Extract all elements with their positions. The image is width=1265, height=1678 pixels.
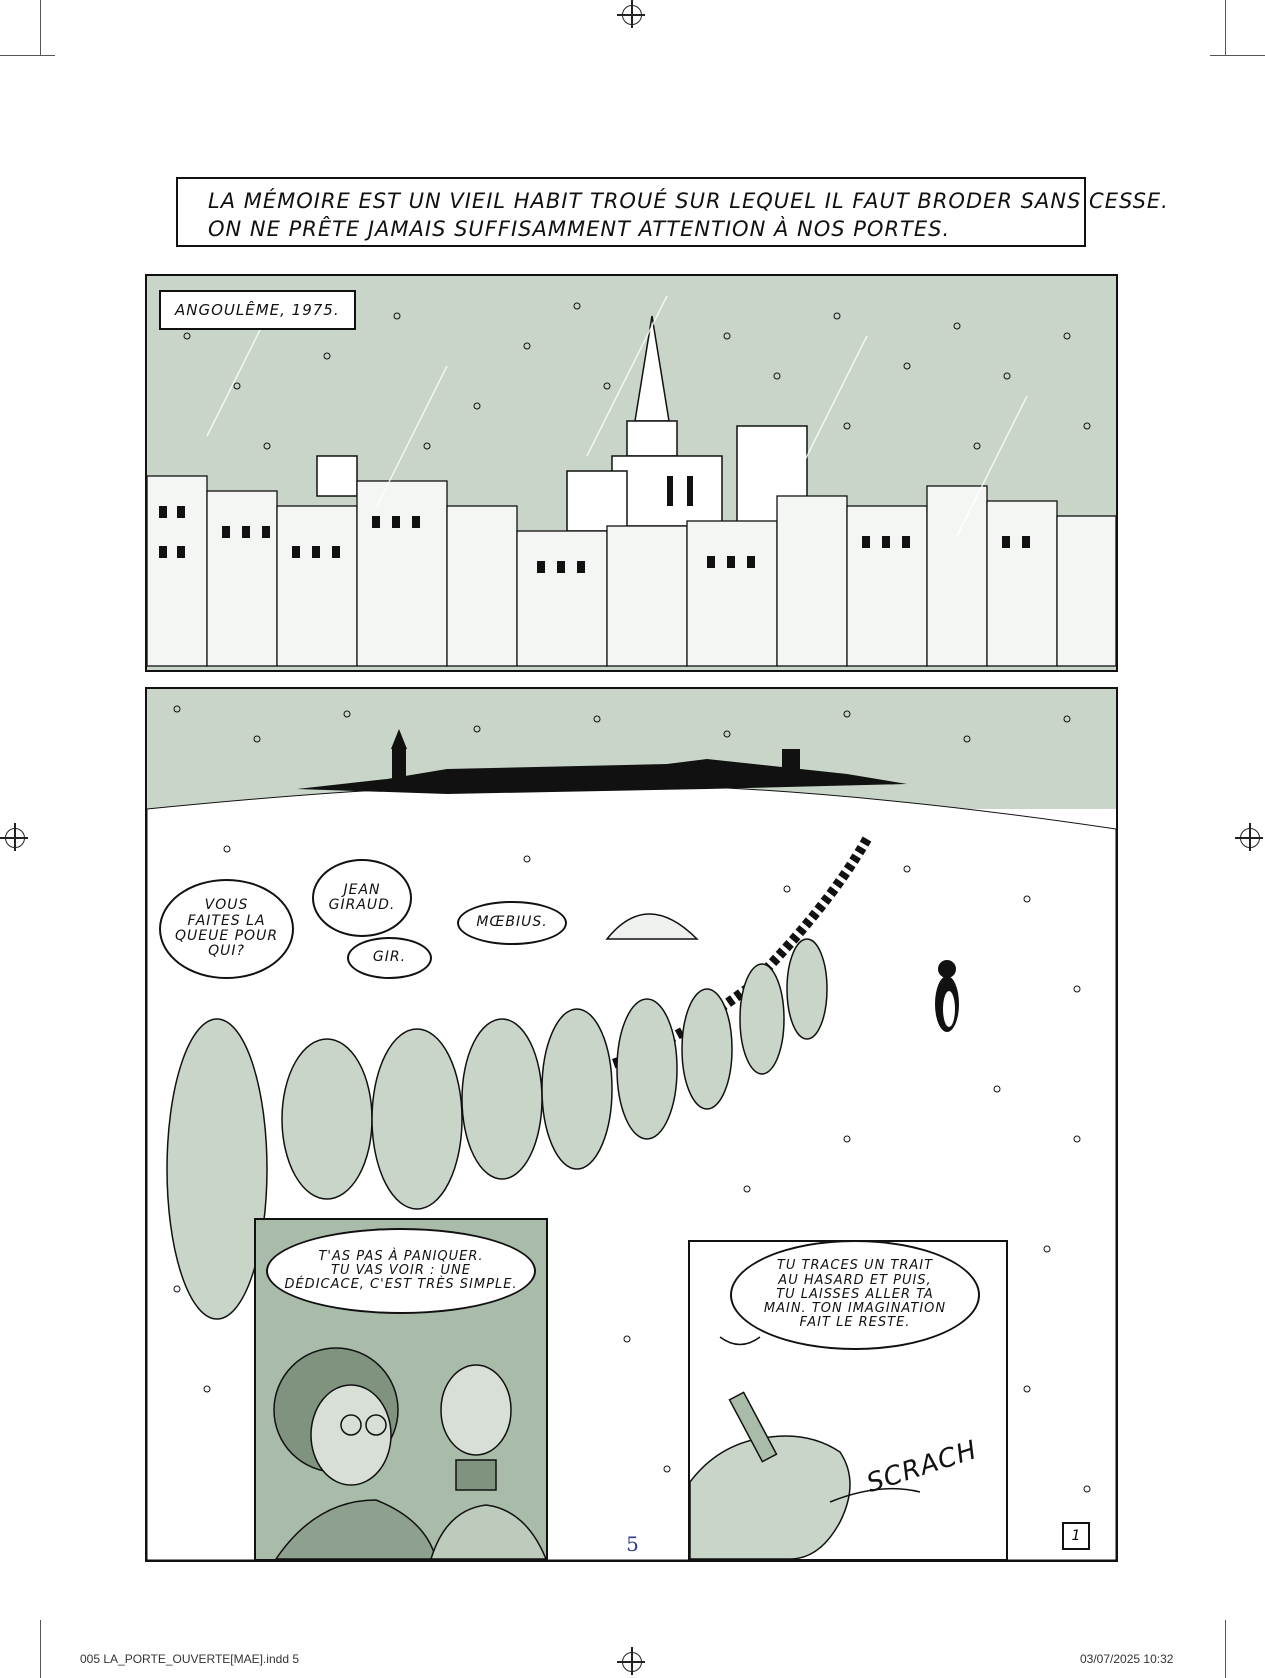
registration-mark-right-icon [1240, 828, 1260, 848]
registration-mark-bottom-icon [622, 1652, 642, 1672]
caption-line-2: ON NE PRÊTE JAMAIS SUFFISAMMENT ATTENTION À NOS PORTES. [208, 217, 951, 241]
crop-mark-bottom-left [40, 1620, 41, 1678]
footer-filename: 005 LA_PORTE_OUVERTE[MAE].indd 5 [80, 1652, 299, 1666]
crop-mark-top-left [40, 0, 41, 55]
speech-bubble-moebius: MŒBIUS. [457, 901, 567, 945]
crop-mark-bottom-right [1225, 1620, 1226, 1678]
speech-bubble-draw-line: TU TRACES UN TRAIT AU HASARD ET PUIS, TU LAISSES ALLER TA MAIN. TON IMAGINATION FAIT LE RESTE. [730, 1240, 980, 1350]
location-caption: ANGOULÊME, 1975. [159, 290, 356, 330]
page-marker-box: 1 [1062, 1522, 1090, 1550]
speech-bubble-jean-giraud: JEAN GIRAUD. [312, 859, 412, 937]
inset-panel-drawing-hand [688, 1240, 1008, 1561]
registration-mark-left-icon [5, 828, 25, 848]
speech-bubble-question: VOUS FAITES LA QUEUE POUR QUI? [159, 879, 294, 979]
panel-city-skyline [145, 274, 1118, 672]
crop-mark-top-right-h [1210, 55, 1265, 56]
caption-line-1: LA MÉMOIRE EST UN VIEIL HABIT TROUÉ SUR LEQUEL IL FAUT BRODER SANS CESSE. [208, 189, 1169, 213]
crop-mark-top-left-h [0, 55, 55, 56]
inset-panel-dedication-portrait [254, 1218, 548, 1561]
narration-caption [176, 177, 1169, 247]
speech-bubble-gir: GIR. [347, 937, 432, 979]
page-number: 5 [626, 1532, 639, 1556]
city-skyline-illustration [147, 276, 1116, 670]
registration-mark-top-icon [622, 5, 642, 25]
speech-bubble-dont-panic: T'AS PAS À PANIQUER. TU VAS VOIR : UNE DÉDICACE, C'EST TRÈS SIMPLE. [266, 1228, 536, 1314]
penguin-icon [935, 960, 959, 1032]
crop-mark-top-right [1225, 0, 1226, 55]
footer-date: 03/07/2025 10:32 [1080, 1652, 1174, 1666]
sound-effect-scrach: SCRACH [863, 1435, 982, 1499]
